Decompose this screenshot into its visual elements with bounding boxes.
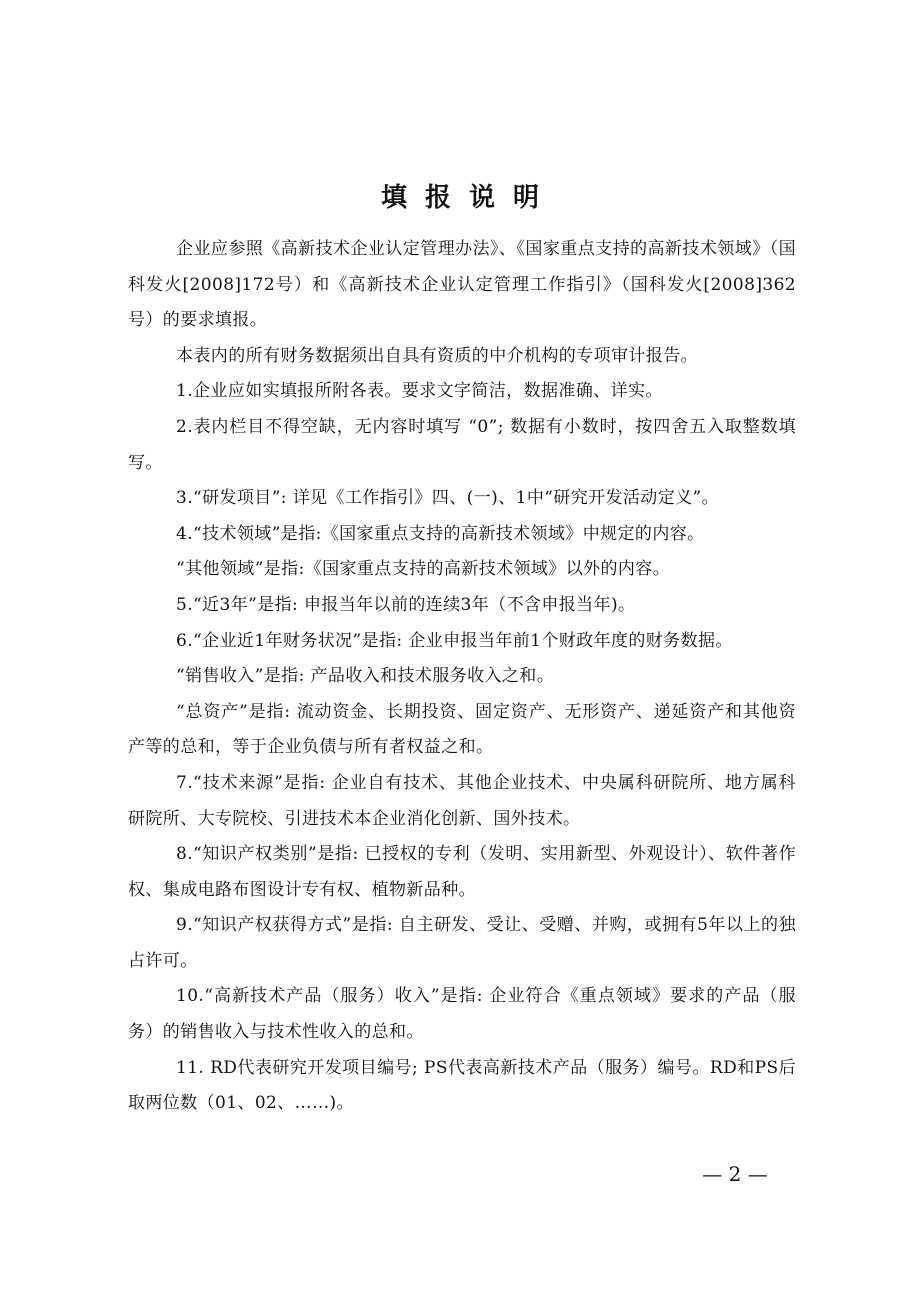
page-title: 填报说明: [380, 183, 557, 213]
paragraph-item-6: 6.“企业近1年财务状况”是指: 企业申报当年前1个财政年度的财务数据。: [176, 630, 733, 651]
paragraph-item-10: 10.“高新技术产品（服务）收入”是指: 企业符合《重点领域》要求的产品（服务）的销售收入与技术性收入的总和。: [128, 986, 796, 1043]
paragraph-item-5: 5.“近3年”是指: 申报当年以前的连续3年（不含申报当年)。: [176, 594, 636, 615]
paragraph-item-9: 9.“知识产权获得方式”是指: 自主研发、受让、受赠、并购，或拥有5年以上的独占许可。: [128, 915, 796, 971]
paragraph-item-3: 3.“研发项目”: 详见《工作指引》四、(一)、1中“研究开发活动定义”。: [176, 488, 719, 509]
instructions-body: [128, 232, 796, 1122]
paragraph-item-1: 1.企业应如实填报所附各表。要求文字简洁，数据准确、详实。: [176, 381, 663, 402]
page-number: — 2 —: [702, 1162, 768, 1186]
paragraph-item-4: 4.“技术领域”是指:《国家重点支持的高新技术领域》中规定的内容。: [176, 523, 705, 544]
paragraph-item-7: 7.“技术来源”是指: 企业自有技术、其他企业技术、中央属科研院所、地方属科研院所、大专院校、引进技术本企业消化创新、国外技术。: [128, 772, 796, 829]
paragraph-item-4-other: “其他领域”是指:《国家重点支持的高新技术领域》以外的内容。: [176, 559, 671, 580]
paragraph-audit-note: 本表内的所有财务数据须出自具有资质的中介机构的专项审计报告。: [176, 345, 698, 366]
paragraph-item-11: 11. RD代表研究开发项目编号; PS代表高新技术产品（服务）编号。RD和PS后取两位数（01、02、……)。: [128, 1057, 796, 1114]
paragraph-item-8: 8.“知识产权类别”是指: 已授权的专利（发明、实用新型、外观设计）、软件著作权、集成电路布图设计专有权、植物新品种。: [128, 844, 796, 900]
paragraph-intro: 企业应参照《高新技术企业认定管理办法》、《国家重点支持的高新技术领域》（国科发火[2008]172号）和《高新技术企业认定管理工作指引》（国科发火[2008]362号）的要求填报。: [128, 239, 796, 331]
paragraph-item-6-sales: “销售收入”是指: 产品收入和技术服务收入之和。: [176, 666, 555, 687]
paragraph-item-2: 2.表内栏目不得空缺，无内容时填写 “0”; 数据有小数时，按四舍五入取整数填写。: [128, 416, 796, 473]
paragraph-item-6-assets: “总资产”是指: 流动资金、长期投资、固定资产、无形资产、递延资产和其他资产等的总和，等于企业负债与所有者权益之和。: [128, 701, 796, 758]
